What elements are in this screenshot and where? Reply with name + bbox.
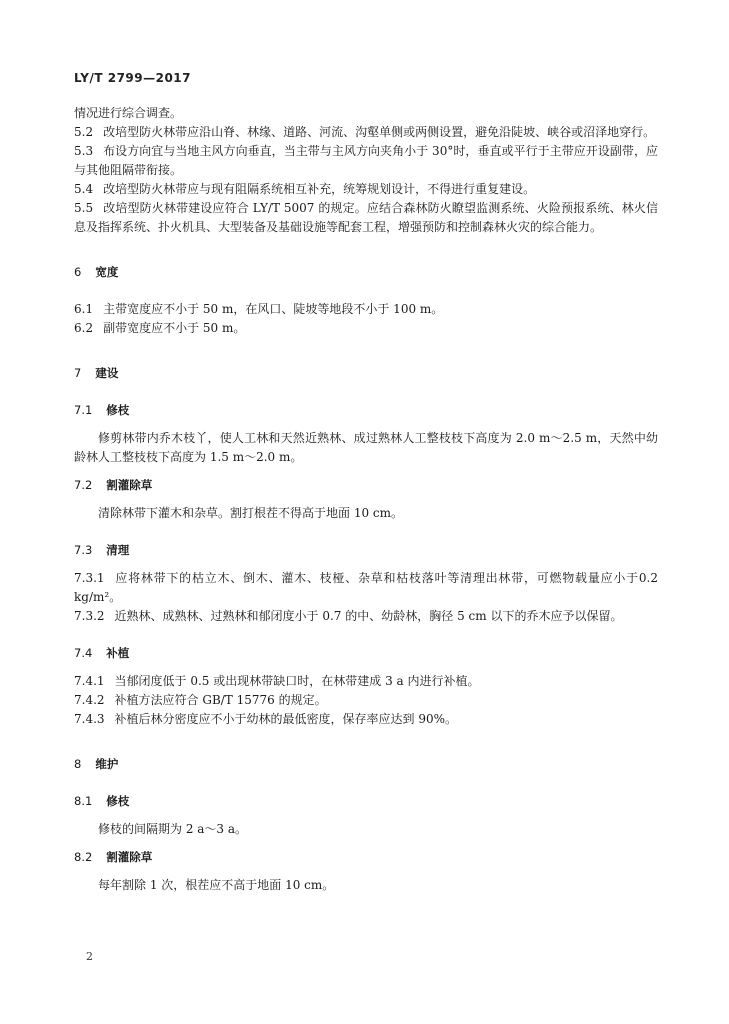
section-title: 维护 (95, 757, 119, 771)
section-title: 补植 (106, 646, 130, 660)
paragraph-7-1: 修剪林带内乔木枝丫，使人工林和天然近熟林、成过熟林人工整枝枝下高度为 2.0 m～2.5 m，天然中幼龄林人工整枝枝下高度为 1.5 m～2.0 m。 (74, 431, 658, 464)
clause-text: 副带宽度应不小于 50 m。 (103, 321, 246, 335)
clause-text: 当郁闭度低于 0.5 或出现林带缺口时，在林带建成 3 a 内进行补植。 (114, 674, 480, 688)
section-title: 修枝 (106, 794, 130, 808)
clause-6-2 (74, 319, 658, 338)
section-number: 8 (74, 757, 82, 771)
paragraph-8-1: 修枝的间隔期为 2 a～3 a。 (98, 822, 248, 836)
section-title: 割灌除草 (106, 850, 153, 864)
document-body (74, 104, 658, 895)
clause-7-4-2 (74, 691, 658, 710)
clause-number: 7.4.3 (74, 712, 105, 726)
section-number: 7.2 (74, 478, 93, 492)
section-number: 7.3 (74, 543, 93, 557)
clause-text: 主带宽度应不小于 50 m，在风口、陡坡等地段不小于 100 m。 (103, 302, 444, 316)
clause-text: 改培型防火林带应与现有阻隔系统相互补充，统筹规划设计，不得进行重复建设。 (103, 182, 536, 196)
clause-text: 补植后林分密度应不小于幼林的最低密度，保存率应达到 90%。 (114, 712, 458, 726)
clause-number: 7.4.2 (74, 693, 105, 707)
clause-5-4 (74, 180, 658, 199)
section-title: 修枝 (106, 403, 130, 417)
section-title: 建设 (95, 366, 119, 380)
clause-number: 6.2 (74, 321, 94, 335)
clause-5-2 (74, 123, 658, 142)
section-number: 6 (74, 265, 82, 279)
standard-code-header: LY/T 2799—2017 (74, 71, 192, 85)
subsection-heading-7-2 (74, 476, 658, 495)
section-title: 清理 (106, 543, 130, 557)
page-number: 2 (86, 950, 93, 963)
subsection-heading-7-4 (74, 644, 658, 663)
subsection-heading-7-3 (74, 541, 658, 560)
clause-text: 近熟林、成熟林、过熟林和郁闭度小于 0.7 的中、幼龄林，胸径 5 cm 以下的乔木应予以保留。 (114, 609, 623, 623)
section-title: 宽度 (95, 265, 119, 279)
clause-number: 7.4.1 (74, 674, 105, 688)
clause-number: 6.1 (74, 302, 94, 316)
clause-text: 改培型防火林带应沿山脊、林缘、道路、河流、沟壑单侧或两侧设置，避免沿陡坡、峡谷或沼泽地穿行。 (103, 125, 656, 139)
section-heading-7 (74, 364, 658, 383)
clause-text: 改培型防火林带建设应符合 LY/T 5007 的规定。应结合森林防火瞭望监测系统、火险预报系统、林火信息及指挥系统、扑火机具、大型装备及基础设施等配套工程，增强预防和控制森林火灾的综合能力。 (74, 201, 658, 234)
clause-number: 5.2 (74, 125, 94, 139)
clause-7-4-1 (74, 672, 658, 691)
paragraph-8-2: 每年割除 1 次，根茬应不高于地面 10 cm。 (98, 878, 335, 892)
section-number: 7 (74, 366, 82, 380)
section-number: 8.1 (74, 794, 93, 808)
paragraph-7-2: 清除林带下灌木和杂草。割打根茬不得高于地面 10 cm。 (98, 506, 404, 520)
clause-text: 补植方法应符合 GB/T 15776 的规定。 (114, 693, 327, 707)
clause-number: 5.4 (74, 182, 94, 196)
clause-text: 应将林带下的枯立木、倒木、灌木、枝桠、杂草和枯枝落叶等清理出林带，可燃物载量应小于0.2 kg/m²。 (74, 571, 658, 604)
subsection-heading-8-1 (74, 792, 658, 811)
paragraph-continuation: 情况进行综合调查。 (74, 106, 183, 120)
section-number: 7.1 (74, 403, 93, 417)
clause-5-3 (74, 142, 658, 180)
section-title: 割灌除草 (106, 478, 153, 492)
clause-7-3-1 (74, 569, 658, 607)
clause-6-1 (74, 300, 658, 319)
clause-5-5 (74, 199, 658, 237)
section-heading-6 (74, 263, 658, 282)
section-number: 8.2 (74, 850, 93, 864)
subsection-heading-8-2 (74, 848, 658, 867)
clause-number: 7.3.2 (74, 609, 105, 623)
clause-number: 7.3.1 (74, 571, 105, 585)
section-heading-8 (74, 755, 658, 774)
section-number: 7.4 (74, 646, 93, 660)
clause-number: 5.5 (74, 201, 94, 215)
clause-7-4-3 (74, 710, 658, 729)
clause-7-3-2 (74, 607, 658, 626)
subsection-heading-7-1 (74, 401, 658, 420)
clause-number: 5.3 (74, 144, 94, 158)
clause-text: 布设方向宜与当地主风方向垂直，当主带与主风方向夹角小于 30°时，垂直或平行于主带应开设副带，应与其他阻隔带衔接。 (74, 144, 658, 177)
